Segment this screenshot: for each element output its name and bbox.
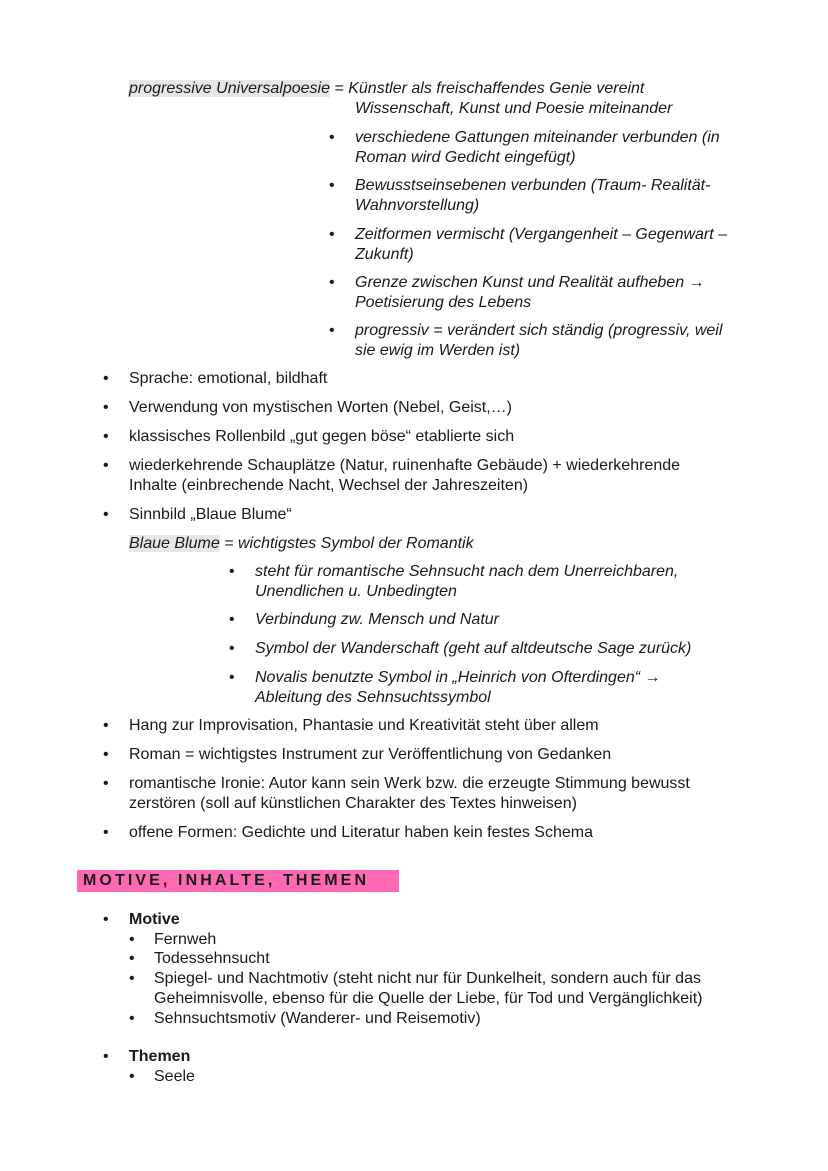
feature-formen: offene Formen: Gedichte und Literatur haben kein festes Schema [129,824,593,841]
bb-item-cont: Ableitung des Sehnsuchtssymbol [255,689,491,706]
bb-definition-line [129,534,474,554]
bullet-icon: • [103,457,109,474]
pu-term: progressive Universalpoesie [129,80,330,97]
feature-ironie-cont: zerstören (soll auf künstlichen Charakter des Textes hinweisen) [129,795,577,812]
feature-schauplaetze: wiederkehrende Schauplätze (Natur, ruinenhafte Gebäude) + wiederkehrende [129,457,681,474]
section-heading: MOTIVE, INHALTE, THEMEN [77,870,399,892]
bb-item-cont: Unendlichen u. Unbedingten [255,583,457,600]
pu-item-cont: sie ewig im Werden ist) [355,342,521,359]
bullet-icon: • [129,931,135,948]
feature-rollenbild: klassisches Rollenbild „gut gegen böse“ etablierte sich [129,428,515,445]
feature-improvisation: Hang zur Improvisation, Phantasie und Kreativität steht über allem [129,717,599,734]
pu-item-cont: Wahnvorstellung) [355,197,480,214]
bullet-icon: • [229,563,235,580]
themen-item: Seele [154,1068,195,1085]
bullet-icon: • [103,506,109,523]
bb-item: Novalis benutzte Symbol in „Heinrich von Ofterdingen“ → [255,669,661,686]
bullet-icon: • [103,399,109,416]
feature-worte: Verwendung von mystischen Worten (Nebel, Geist,…) [129,399,512,416]
pu-item-cont: Roman wird Gedicht eingefügt) [355,149,576,166]
bb-definition: = wichtigstes Symbol der Romantik [219,535,474,552]
bullet-icon: • [103,428,109,445]
bb-item: Verbindung zw. Mensch und Natur [255,611,499,628]
pu-item: Bewusstseinsebenen verbunden (Traum- Realität- [355,177,711,194]
pu-item-cont: Poetisierung des Lebens [355,294,532,311]
bullet-icon: • [103,775,109,792]
feature-schauplaetze-cont: Inhalte (einbrechende Nacht, Wechsel der Jahreszeiten) [129,477,529,494]
themen-heading: Themen [129,1048,191,1065]
bullet-icon: • [103,824,109,841]
bullet-icon: • [229,611,235,628]
pu-item: progressiv = verändert sich ständig (progressiv, weil [355,322,723,339]
bullet-icon: • [129,950,135,967]
bullet-icon: • [103,370,109,387]
pu-definition: = Künstler als freischaffendes Genie vereint [329,80,645,97]
bullet-icon: • [103,717,109,734]
bullet-icon: • [129,1010,135,1027]
motive-item: Sehnsuchtsmotiv (Wanderer- und Reisemotiv) [154,1010,481,1027]
bullet-icon: • [129,1068,135,1085]
bullet-icon: • [329,274,335,291]
motive-item: Fernweh [154,931,217,948]
bullet-icon: • [103,746,109,763]
motive-heading: Motive [129,911,180,928]
bullet-icon: • [103,1048,109,1065]
bullet-icon: • [329,129,335,146]
motive-item-cont: Geheimnisvolle, ebenso für die Quelle der Liebe, für Tod und Vergänglichkeit) [154,990,703,1007]
feature-sprache: Sprache: emotional, bildhaft [129,370,328,387]
bullet-icon: • [329,322,335,339]
bullet-icon: • [229,669,235,686]
bullet-icon: • [103,911,109,928]
bullet-icon: • [229,640,235,657]
bb-item: Symbol der Wanderschaft (geht auf altdeutsche Sage zurück) [255,640,692,657]
pu-item: Zeitformen vermischt (Vergangenheit – Gegenwart – [355,226,728,243]
bb-term: Blaue Blume [129,535,220,552]
pu-definition-cont: Wissenschaft, Kunst und Poesie miteinander [355,100,673,117]
bullet-icon: • [329,177,335,194]
pu-item: verschiedene Gattungen miteinander verbunden (in [355,129,720,146]
pu-item: Grenze zwischen Kunst und Realität aufheben → [355,274,705,291]
feature-roman: Roman = wichtigstes Instrument zur Veröffentlichung von Gedanken [129,746,612,763]
feature-ironie: romantische Ironie: Autor kann sein Werk bzw. die erzeugte Stimmung bewusst [129,775,690,792]
bullet-icon: • [329,226,335,243]
motive-item: Todessehnsucht [154,950,270,967]
bullet-icon: • [129,970,135,987]
motive-item: Spiegel- und Nachtmotiv (steht nicht nur für Dunkelheit, sondern auch für das [154,970,701,987]
pu-item-cont: Zukunft) [355,246,414,263]
bb-item: steht für romantische Sehnsucht nach dem Unerreichbaren, [255,563,679,580]
pu-definition-line [129,79,644,99]
feature-sinnbild: Sinnbild „Blaue Blume“ [129,506,292,523]
